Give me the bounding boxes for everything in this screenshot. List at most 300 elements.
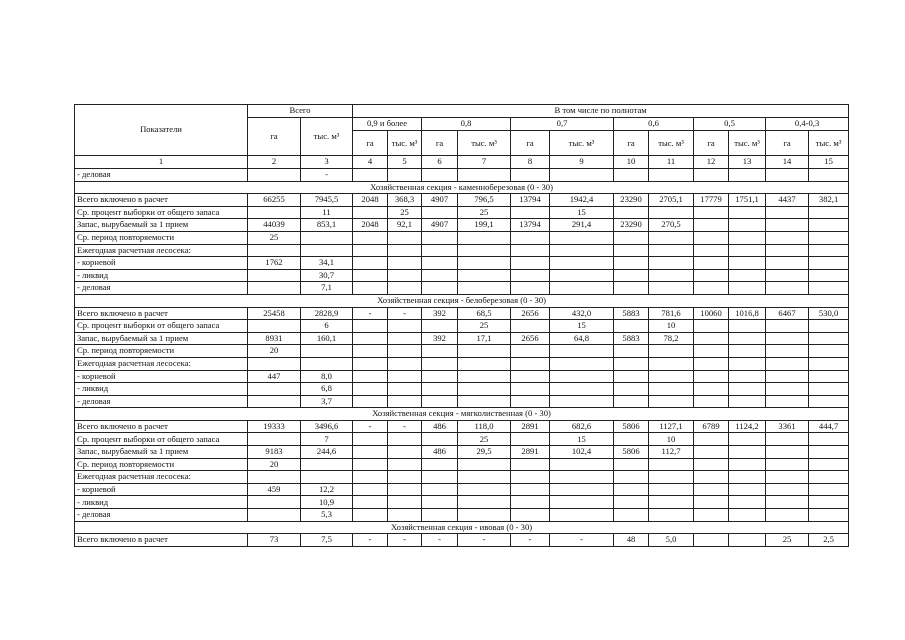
- table-cell: [248, 282, 301, 295]
- table-cell: 10,9: [301, 496, 353, 509]
- table-cell: 368,3: [388, 194, 422, 207]
- table-cell: [729, 433, 766, 446]
- table-cell: [388, 383, 422, 396]
- table-cell: [511, 357, 550, 370]
- row-label: Всего включено в расчет: [75, 307, 248, 320]
- table-row: [75, 169, 849, 182]
- row-label: Ср. процент выборки от общего запаса: [75, 320, 248, 333]
- table-cell: 853,1: [301, 219, 353, 232]
- section-title: Хозяйственная секция - ивовая (0 - 30): [75, 521, 849, 534]
- table-cell: 2656: [511, 307, 550, 320]
- column-number: 5: [388, 156, 422, 169]
- table-cell: -: [353, 534, 388, 547]
- table-cell: [694, 257, 729, 270]
- table-cell: 5883: [614, 307, 649, 320]
- table-cell: [729, 496, 766, 509]
- table-cell: [353, 357, 388, 370]
- table-cell: [614, 257, 649, 270]
- table-cell: 530,0: [809, 307, 849, 320]
- table-cell: [388, 257, 422, 270]
- section-row: [75, 408, 849, 421]
- table-cell: [649, 357, 694, 370]
- table-cell: [422, 320, 458, 333]
- table-cell: [353, 206, 388, 219]
- table-cell: [729, 471, 766, 484]
- table-cell: 64,8: [550, 332, 614, 345]
- table-cell: [388, 395, 422, 408]
- row-label: - корневой: [75, 370, 248, 383]
- table-cell: [388, 496, 422, 509]
- table-cell: 2,5: [809, 534, 849, 547]
- header-unit-m3: тыс. м³: [809, 131, 849, 156]
- table-cell: [766, 332, 809, 345]
- header-unit-ha: га: [694, 131, 729, 156]
- header-unit-m3: тыс. м³: [388, 131, 422, 156]
- table-row: [75, 244, 849, 257]
- table-cell: 199,1: [458, 219, 511, 232]
- table-cell: [614, 509, 649, 522]
- column-number: 11: [649, 156, 694, 169]
- table-cell: [649, 370, 694, 383]
- table-cell: 1016,8: [729, 307, 766, 320]
- table-cell: 15: [550, 320, 614, 333]
- table-row: [75, 534, 849, 547]
- table-cell: [614, 471, 649, 484]
- header-row-1: [75, 105, 849, 118]
- table-row: [75, 282, 849, 295]
- table-cell: [353, 483, 388, 496]
- table-cell: [388, 320, 422, 333]
- table-cell: [614, 458, 649, 471]
- column-number: 2: [248, 156, 301, 169]
- table-row: [75, 332, 849, 345]
- table-cell: [458, 496, 511, 509]
- table-cell: [511, 496, 550, 509]
- table-cell: [388, 282, 422, 295]
- table-cell: [766, 483, 809, 496]
- table-cell: [248, 383, 301, 396]
- table-cell: -: [511, 534, 550, 547]
- table-cell: 13794: [511, 194, 550, 207]
- table-cell: 5,0: [649, 534, 694, 547]
- column-number: 9: [550, 156, 614, 169]
- table-row: [75, 446, 849, 459]
- table-cell: [511, 231, 550, 244]
- table-cell: [809, 395, 849, 408]
- header-column-numbers: [75, 156, 849, 169]
- table-cell: [353, 320, 388, 333]
- table-cell: 15: [550, 206, 614, 219]
- table-cell: [809, 244, 849, 257]
- row-label: Всего включено в расчет: [75, 534, 248, 547]
- table-cell: [649, 206, 694, 219]
- table-cell: 19333: [248, 420, 301, 433]
- table-cell: [248, 320, 301, 333]
- header-density-group: 0,7: [511, 118, 614, 131]
- table-cell: 5,3: [301, 509, 353, 522]
- table-cell: 6: [301, 320, 353, 333]
- table-cell: [248, 496, 301, 509]
- table-cell: [248, 244, 301, 257]
- table-cell: [353, 383, 388, 396]
- table-cell: 6789: [694, 420, 729, 433]
- table-cell: [694, 471, 729, 484]
- table-cell: [458, 370, 511, 383]
- table-cell: 4437: [766, 194, 809, 207]
- table-cell: [511, 458, 550, 471]
- table-cell: [422, 496, 458, 509]
- header-unit-ha: га: [511, 131, 550, 156]
- row-label: Ср. период повторяемости: [75, 231, 248, 244]
- table-cell: [649, 471, 694, 484]
- table-cell: [614, 483, 649, 496]
- table-row: [75, 509, 849, 522]
- table-cell: 30,7: [301, 269, 353, 282]
- table-cell: [766, 206, 809, 219]
- table-cell: [694, 231, 729, 244]
- table-cell: -: [353, 307, 388, 320]
- table-cell: [458, 458, 511, 471]
- table-cell: [729, 206, 766, 219]
- table-cell: [550, 269, 614, 282]
- table-cell: [388, 483, 422, 496]
- table-cell: [458, 244, 511, 257]
- row-label: - ликвид: [75, 269, 248, 282]
- table-cell: [694, 282, 729, 295]
- row-label: - ликвид: [75, 496, 248, 509]
- table-cell: 8,0: [301, 370, 353, 383]
- table-cell: [422, 357, 458, 370]
- table-cell: [550, 169, 614, 182]
- table-cell: [694, 244, 729, 257]
- table-cell: [809, 169, 849, 182]
- table-cell: [729, 357, 766, 370]
- table-cell: [353, 269, 388, 282]
- table-cell: [422, 282, 458, 295]
- header-unit-m3: тыс. м³: [458, 131, 511, 156]
- table-cell: [458, 357, 511, 370]
- table-cell: [809, 383, 849, 396]
- table-cell: [649, 483, 694, 496]
- table-cell: [766, 169, 809, 182]
- table-cell: [694, 534, 729, 547]
- table-cell: [422, 244, 458, 257]
- header-unit-m3: тыс. м³: [649, 131, 694, 156]
- table-cell: [694, 169, 729, 182]
- section-title: Хозяйственная секция - мягколиственная (0 - 30): [75, 408, 849, 421]
- row-label: - корневой: [75, 257, 248, 270]
- table-row: [75, 231, 849, 244]
- table-cell: [614, 395, 649, 408]
- table-row: [75, 194, 849, 207]
- table-cell: [729, 383, 766, 396]
- column-number: 8: [511, 156, 550, 169]
- table-cell: [422, 458, 458, 471]
- table-cell: 1124,2: [729, 420, 766, 433]
- table-cell: [614, 320, 649, 333]
- table-cell: 118,0: [458, 420, 511, 433]
- table-cell: [694, 219, 729, 232]
- table-cell: [809, 206, 849, 219]
- table-cell: [809, 219, 849, 232]
- table-cell: [511, 282, 550, 295]
- table-cell: [694, 320, 729, 333]
- table-cell: [729, 458, 766, 471]
- table-cell: [550, 370, 614, 383]
- table-cell: [458, 231, 511, 244]
- table-cell: [649, 282, 694, 295]
- table-row: [75, 395, 849, 408]
- table-cell: [388, 370, 422, 383]
- table-cell: 160,1: [301, 332, 353, 345]
- table-cell: 5883: [614, 332, 649, 345]
- header-including-by-density: В том числе по полнотам: [353, 105, 849, 118]
- table-cell: [694, 370, 729, 383]
- table-cell: [388, 471, 422, 484]
- table-cell: [766, 433, 809, 446]
- table-cell: [458, 345, 511, 358]
- table-cell: [694, 345, 729, 358]
- table-cell: 10: [649, 320, 694, 333]
- table-cell: 102,4: [550, 446, 614, 459]
- table-cell: 444,7: [809, 420, 849, 433]
- table-cell: [248, 471, 301, 484]
- header-total: Всего: [248, 105, 353, 118]
- table-cell: [511, 269, 550, 282]
- table-cell: [550, 483, 614, 496]
- table-cell: 25: [248, 231, 301, 244]
- table-cell: [550, 383, 614, 396]
- table-cell: [353, 169, 388, 182]
- table-cell: [809, 509, 849, 522]
- table-cell: [458, 282, 511, 295]
- table-cell: [550, 244, 614, 257]
- header-unit-ha: га: [353, 131, 388, 156]
- table-cell: [694, 446, 729, 459]
- table-cell: [694, 206, 729, 219]
- table-cell: [729, 395, 766, 408]
- section-title: Хозяйственная секция - каменноберезовая (0 - 30): [75, 181, 849, 194]
- table-cell: 25458: [248, 307, 301, 320]
- table-cell: [301, 458, 353, 471]
- header-density-group: 0,8: [422, 118, 511, 131]
- table-cell: [511, 206, 550, 219]
- table-row: [75, 458, 849, 471]
- table-cell: [614, 345, 649, 358]
- table-cell: [766, 345, 809, 358]
- table-cell: 6,8: [301, 383, 353, 396]
- table-cell: -: [458, 534, 511, 547]
- table-cell: [766, 496, 809, 509]
- table-cell: [614, 244, 649, 257]
- table-cell: [550, 231, 614, 244]
- table-cell: [809, 471, 849, 484]
- table-cell: [809, 370, 849, 383]
- header-total-ha: га: [248, 118, 301, 156]
- table-cell: [550, 458, 614, 471]
- table-cell: 4907: [422, 194, 458, 207]
- table-cell: 34,1: [301, 257, 353, 270]
- table-cell: [511, 395, 550, 408]
- table-cell: [353, 509, 388, 522]
- table-cell: [809, 320, 849, 333]
- table-cell: [511, 257, 550, 270]
- table-cell: [809, 269, 849, 282]
- table-cell: [809, 458, 849, 471]
- table-cell: 2705,1: [649, 194, 694, 207]
- table-cell: [458, 483, 511, 496]
- table-cell: [353, 471, 388, 484]
- table-cell: 9183: [248, 446, 301, 459]
- table-cell: 8931: [248, 332, 301, 345]
- table-cell: [649, 383, 694, 396]
- table-row: [75, 420, 849, 433]
- table-cell: 2891: [511, 420, 550, 433]
- table-cell: [694, 433, 729, 446]
- table-cell: 68,5: [458, 307, 511, 320]
- table-cell: [458, 383, 511, 396]
- row-label: Запас, вырубаемый за 1 прием: [75, 332, 248, 345]
- table-row: [75, 471, 849, 484]
- table-cell: [353, 332, 388, 345]
- column-number: 15: [809, 156, 849, 169]
- table-cell: [353, 282, 388, 295]
- column-number: 6: [422, 156, 458, 169]
- table-cell: 78,2: [649, 332, 694, 345]
- table-cell: [511, 345, 550, 358]
- table-cell: [614, 433, 649, 446]
- table-cell: [353, 446, 388, 459]
- table-cell: [458, 269, 511, 282]
- table-cell: [729, 345, 766, 358]
- table-cell: [248, 395, 301, 408]
- table-cell: [809, 357, 849, 370]
- table-cell: 2891: [511, 446, 550, 459]
- table-cell: [388, 231, 422, 244]
- table-cell: 1762: [248, 257, 301, 270]
- table-cell: [301, 357, 353, 370]
- table-cell: 382,1: [809, 194, 849, 207]
- row-label: - деловая: [75, 282, 248, 295]
- table-cell: [511, 370, 550, 383]
- table-cell: [614, 357, 649, 370]
- table-cell: [694, 332, 729, 345]
- table-cell: [422, 257, 458, 270]
- table-cell: [694, 395, 729, 408]
- table-cell: [388, 169, 422, 182]
- table-cell: 17,1: [458, 332, 511, 345]
- row-label: Запас, вырубаемый за 1 прием: [75, 219, 248, 232]
- table-cell: 270,5: [649, 219, 694, 232]
- table-cell: 244,6: [301, 446, 353, 459]
- table-cell: [511, 169, 550, 182]
- table-cell: [614, 282, 649, 295]
- table-cell: 29,5: [458, 446, 511, 459]
- table-cell: 5806: [614, 446, 649, 459]
- row-label: Ср. процент выборки от общего запаса: [75, 433, 248, 446]
- table-cell: 23290: [614, 194, 649, 207]
- table-cell: 25: [458, 206, 511, 219]
- table-cell: [766, 257, 809, 270]
- table-cell: [550, 509, 614, 522]
- table-cell: [694, 458, 729, 471]
- table-cell: [766, 231, 809, 244]
- table-row: [75, 206, 849, 219]
- table-cell: [649, 496, 694, 509]
- table-cell: [809, 496, 849, 509]
- table-cell: -: [353, 420, 388, 433]
- table-cell: 392: [422, 332, 458, 345]
- table-cell: 13794: [511, 219, 550, 232]
- table-row: [75, 357, 849, 370]
- table-cell: [729, 370, 766, 383]
- table-cell: 781,6: [649, 307, 694, 320]
- column-number: 3: [301, 156, 353, 169]
- header-unit-ha: га: [766, 131, 809, 156]
- table-cell: [550, 471, 614, 484]
- table-cell: [248, 509, 301, 522]
- table-cell: 4907: [422, 219, 458, 232]
- table-cell: 7,5: [301, 534, 353, 547]
- table-cell: [649, 395, 694, 408]
- table-cell: [458, 395, 511, 408]
- table-cell: 3361: [766, 420, 809, 433]
- column-number: 10: [614, 156, 649, 169]
- table-cell: -: [550, 534, 614, 547]
- table-cell: [353, 395, 388, 408]
- table-cell: [766, 282, 809, 295]
- table-row: [75, 320, 849, 333]
- table-cell: 3496,6: [301, 420, 353, 433]
- table-cell: [388, 357, 422, 370]
- table-cell: [614, 169, 649, 182]
- table-cell: [729, 282, 766, 295]
- table-cell: [248, 206, 301, 219]
- table-cell: [729, 257, 766, 270]
- table-cell: [511, 383, 550, 396]
- table-cell: [301, 244, 353, 257]
- table-cell: [809, 257, 849, 270]
- table-cell: 2656: [511, 332, 550, 345]
- table-cell: 1942,4: [550, 194, 614, 207]
- table-row: [75, 269, 849, 282]
- table-cell: [388, 244, 422, 257]
- table-cell: 92,1: [388, 219, 422, 232]
- forest-harvest-table: [74, 104, 849, 547]
- table-cell: [694, 383, 729, 396]
- table-cell: [353, 458, 388, 471]
- table-cell: 796,5: [458, 194, 511, 207]
- table-cell: 11: [301, 206, 353, 219]
- table-cell: 7: [301, 433, 353, 446]
- table-cell: 1751,1: [729, 194, 766, 207]
- table-cell: 3,7: [301, 395, 353, 408]
- table-cell: [694, 357, 729, 370]
- table-cell: -: [388, 420, 422, 433]
- table-cell: 447: [248, 370, 301, 383]
- table-cell: [422, 345, 458, 358]
- table-cell: [649, 458, 694, 471]
- table-cell: [766, 471, 809, 484]
- table-cell: 459: [248, 483, 301, 496]
- row-label: - деловая: [75, 509, 248, 522]
- header-unit-ha: га: [422, 131, 458, 156]
- table-cell: 486: [422, 420, 458, 433]
- column-number: 4: [353, 156, 388, 169]
- table-cell: [511, 244, 550, 257]
- table-cell: [649, 257, 694, 270]
- table-cell: [388, 345, 422, 358]
